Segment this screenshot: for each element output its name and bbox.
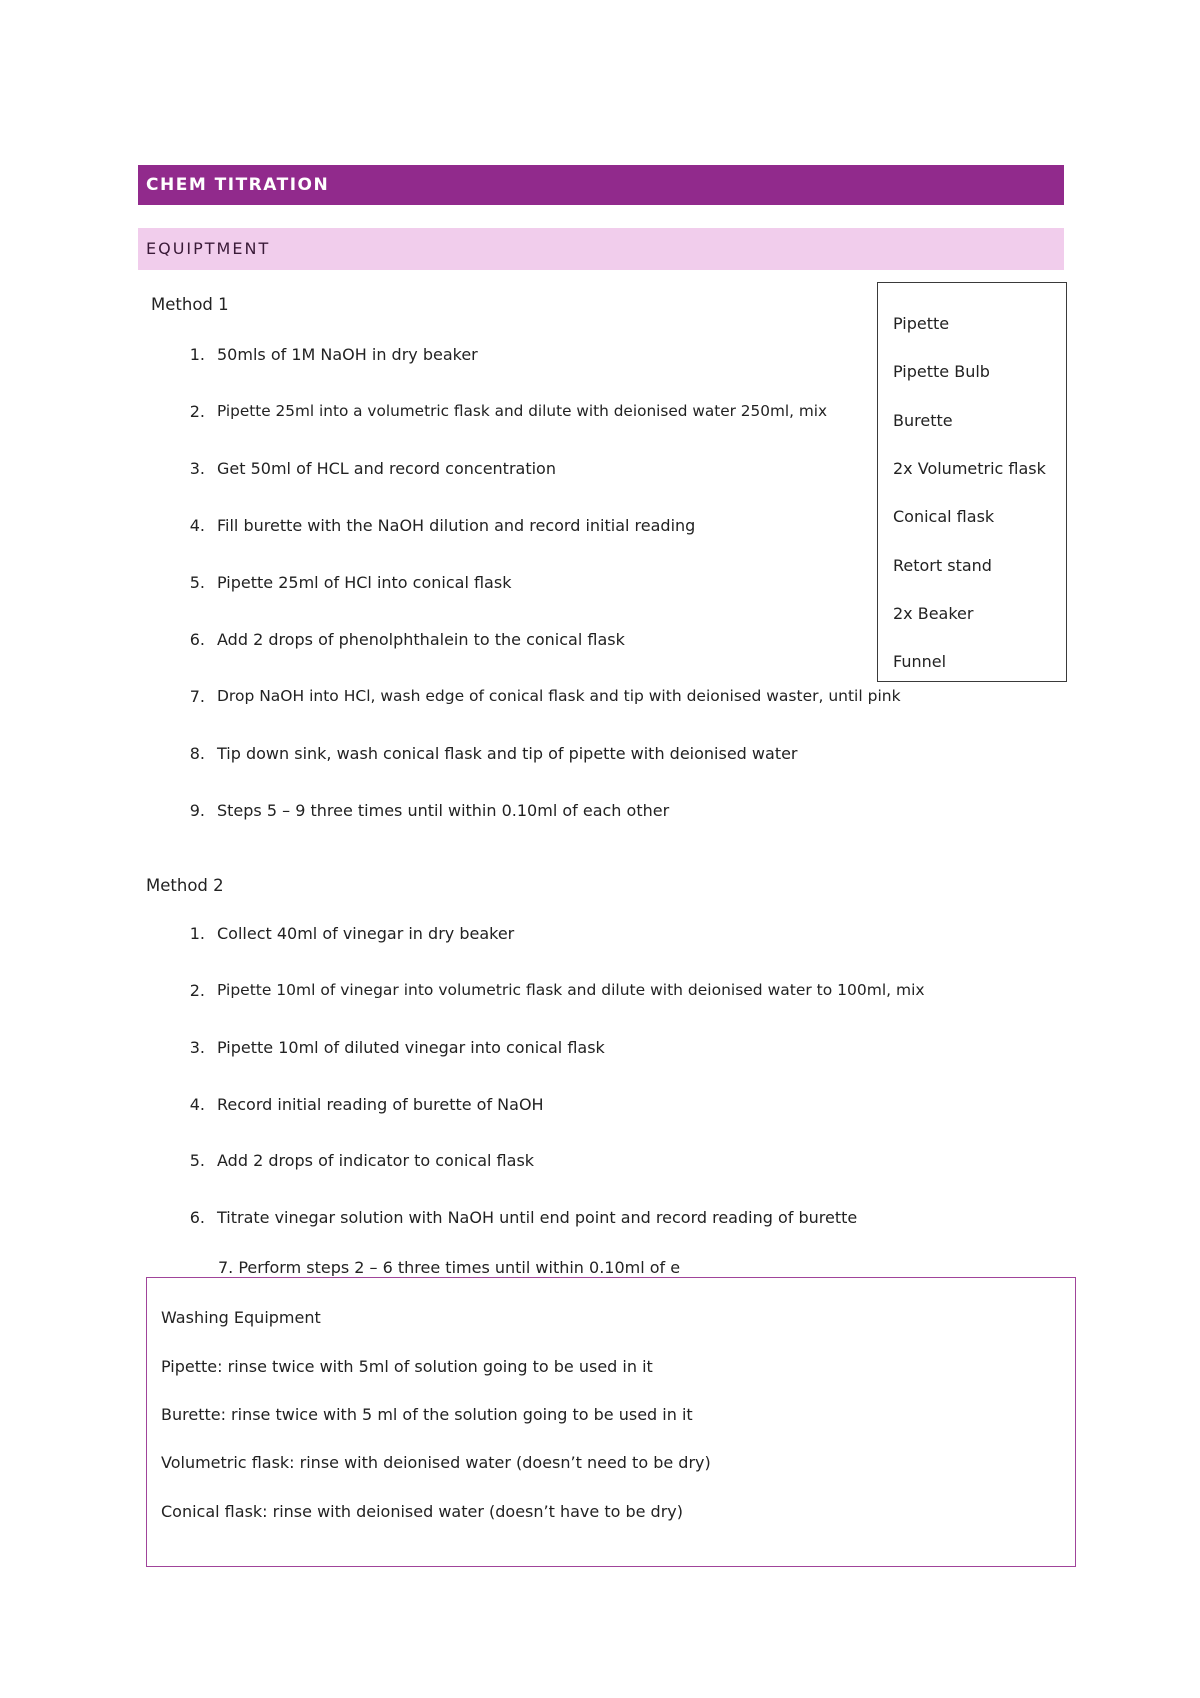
step-number: 6.	[189, 1208, 205, 1227]
method-2-heading: Method 2	[146, 876, 224, 895]
equipment-item: Funnel	[893, 652, 947, 671]
step-number: 4.	[189, 516, 205, 535]
equipment-item: 2x Beaker	[893, 604, 974, 623]
step-text: Steps 5 – 9 three times until within 0.10ml of each other	[217, 801, 670, 820]
step-number: 1.	[189, 924, 205, 943]
washing-instruction: Burette: rinse twice with 5 ml of the solution going to be used in it	[161, 1405, 693, 1424]
equipment-item: Pipette	[893, 314, 950, 333]
step-number: 7.	[189, 687, 205, 706]
step-text: Pipette 10ml of vinegar into volumetric flask and dilute with deionised water to 100ml, mix	[217, 981, 925, 999]
equipment-list-box	[877, 282, 1067, 682]
step-text: Drop NaOH into HCl, wash edge of conical flask and tip with deionised waster, until pink	[217, 687, 901, 705]
equipment-item: Pipette Bulb	[893, 362, 990, 381]
step-number: 5.	[189, 573, 205, 592]
step-text: Pipette 25ml into a volumetric flask and dilute with deionised water 250ml, mix	[217, 402, 828, 420]
equipment-item: 2x Volumetric flask	[893, 459, 1046, 478]
washing-equipment-box	[146, 1277, 1076, 1567]
document-title: CHEM TITRATION	[138, 165, 1064, 205]
step-text: Add 2 drops of phenolphthalein to the conical flask	[217, 630, 625, 649]
section-heading-equipment: EQUIPTMENT	[138, 228, 1064, 270]
step-text: 50mls of 1M NaOH in dry beaker	[217, 345, 478, 364]
washing-instruction: Volumetric flask: rinse with deionised water (doesn’t need to be dry)	[161, 1453, 711, 1472]
step-text: Record initial reading of burette of NaOH	[217, 1095, 544, 1114]
step-text: Pipette 10ml of diluted vinegar into conical flask	[217, 1038, 605, 1057]
step-number: 9.	[189, 801, 205, 820]
equipment-item: Burette	[893, 411, 953, 430]
step-number: 3.	[189, 1038, 205, 1057]
step-text: Titrate vinegar solution with NaOH until end point and record reading of burette	[217, 1208, 858, 1227]
washing-instruction: Conical flask: rinse with deionised water (doesn’t have to be dry)	[161, 1502, 683, 1521]
step-number: 3.	[189, 459, 205, 478]
step-number: 5.	[189, 1151, 205, 1170]
washing-title: Washing Equipment	[161, 1308, 321, 1327]
step-number: 4.	[189, 1095, 205, 1114]
step-text: Pipette 25ml of HCl into conical flask	[217, 573, 512, 592]
step-text: Fill burette with the NaOH dilution and record initial reading	[217, 516, 696, 535]
washing-instruction: Pipette: rinse twice with 5ml of solution going to be used in it	[161, 1357, 653, 1376]
equipment-item: Retort stand	[893, 556, 992, 575]
step-text: Collect 40ml of vinegar in dry beaker	[217, 924, 515, 943]
method-1-heading: Method 1	[151, 295, 229, 314]
step-number: 8.	[189, 744, 205, 763]
step-number: 6.	[189, 630, 205, 649]
step-text: Tip down sink, wash conical flask and tip of pipette with deionised water	[217, 744, 798, 763]
step-text: Add 2 drops of indicator to conical flask	[217, 1151, 535, 1170]
step-number: 2.	[189, 402, 205, 421]
method-2-step-partial: 7. Perform steps 2 – 6 three times until within 0.10ml of e	[218, 1258, 681, 1276]
step-number: 2.	[189, 981, 205, 1000]
step-text: Get 50ml of HCL and record concentration	[217, 459, 556, 478]
step-number: 1.	[189, 345, 205, 364]
equipment-item: Conical flask	[893, 507, 995, 526]
